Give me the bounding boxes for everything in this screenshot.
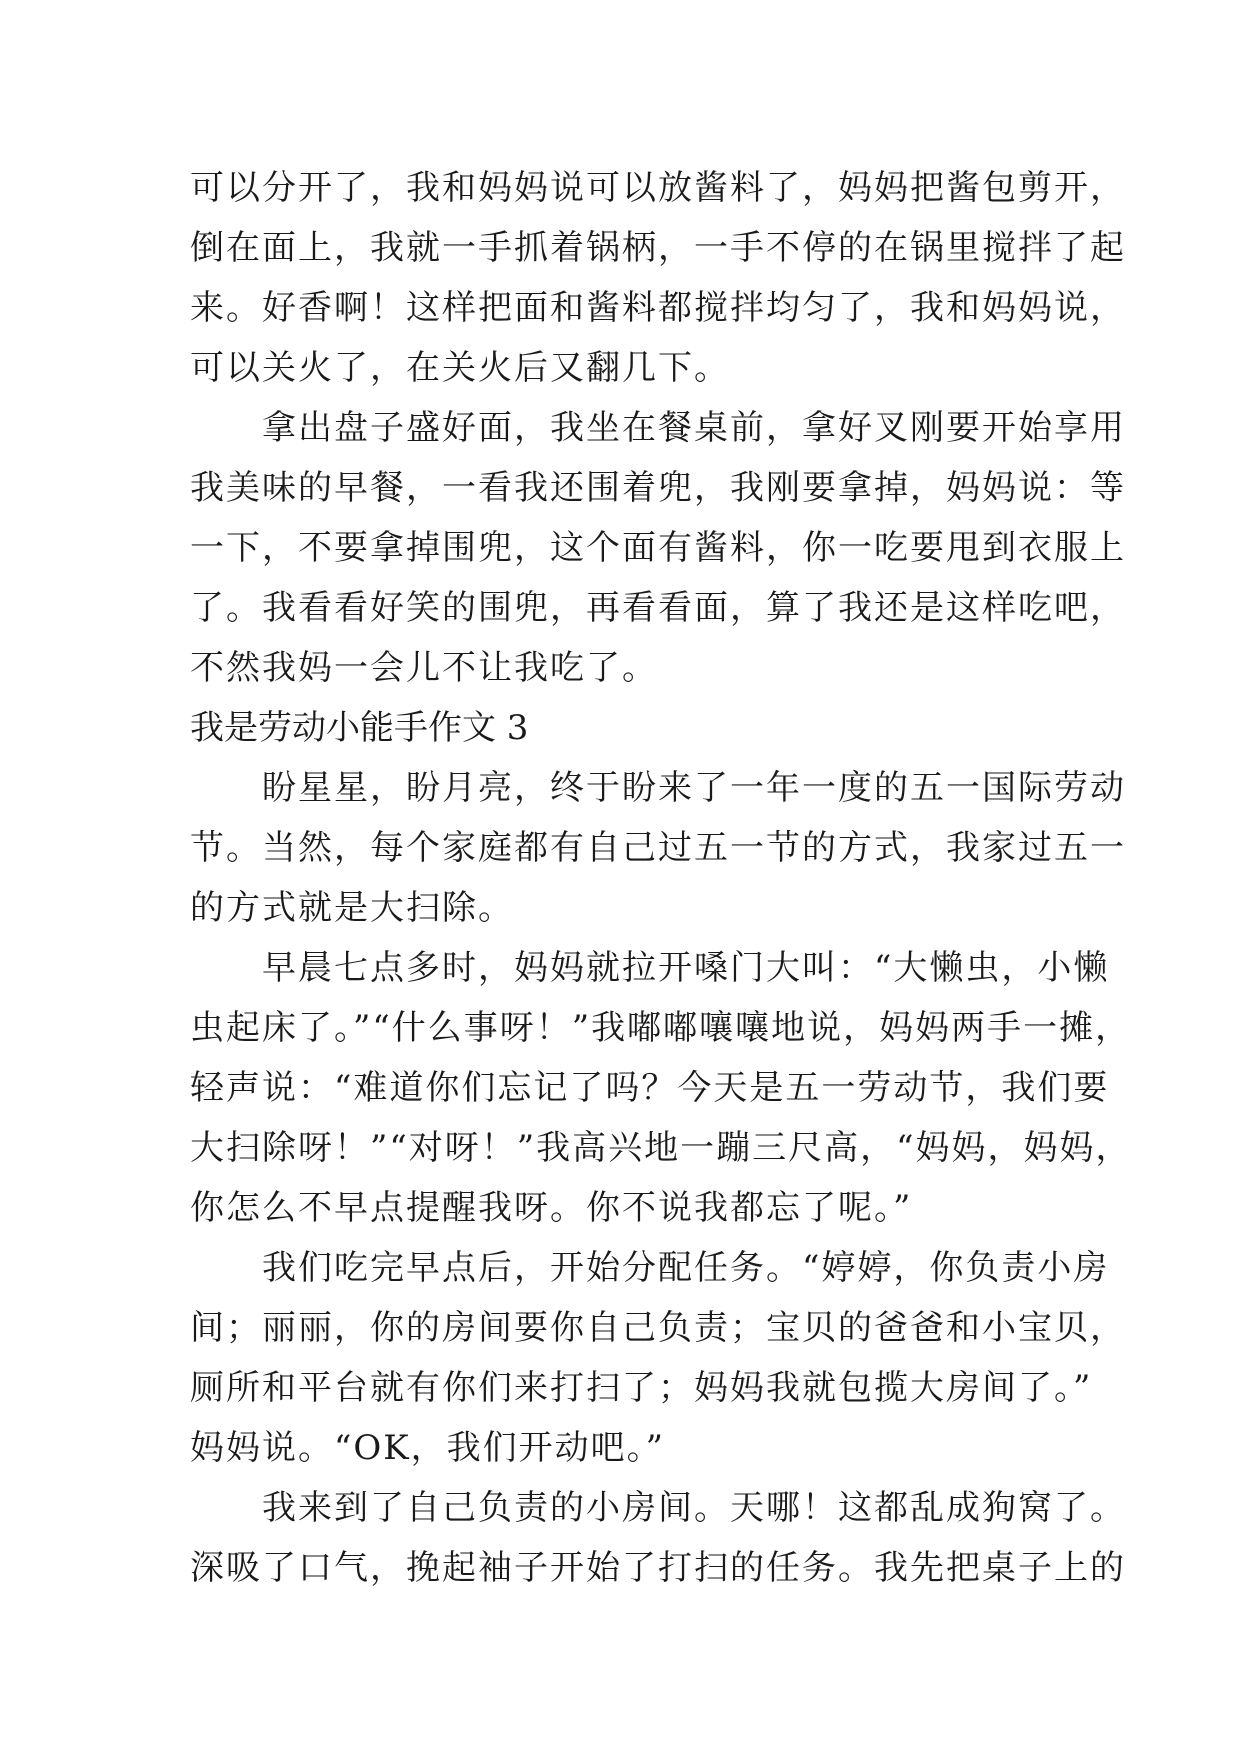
text-line: 我来到了自己负责的小房间。天哪！这都乱成狗窝了。 (190, 1488, 1126, 1528)
text-line: 不然我妈一会儿不让我吃了。 (190, 648, 658, 688)
text-line: 拿出盘子盛好面，我坐在餐桌前，拿好叉刚要开始享用 (190, 408, 1126, 448)
paragraph (190, 758, 1126, 938)
section-heading: 我是劳动小能手作文 3 (190, 708, 529, 748)
text-line: 来。好香啊！这样把面和酱料都搅拌均匀了，我和妈妈说， (190, 288, 1126, 328)
paragraph (190, 398, 1126, 698)
text-line: 我美味的早餐，一看我还围着兜，我刚要拿掉，妈妈说：等 (190, 468, 1126, 508)
text-line: 我们吃完早点后，开始分配任务。“婷婷，你负责小房 (190, 1248, 1110, 1288)
text-line: 你怎么不早点提醒我呀。你不说我都忘了呢。” (190, 1188, 913, 1228)
text-line: 早晨七点多时，妈妈就拉开嗓门大叫：“大懒虫，小懒 (190, 948, 1110, 988)
text-line: 深吸了口气，挽起袖子开始了打扫的任务。我先把桌子上的 (190, 1548, 1126, 1588)
text-line: 盼星星，盼月亮，终于盼来了一年一度的五一国际劳动 (190, 768, 1126, 808)
paragraph (190, 938, 1132, 1238)
text-line: 大扫除呀！”“对呀！”我高兴地一蹦三尺高，“妈妈，妈妈， (190, 1128, 1132, 1168)
text-line: 轻声说：“难道你们忘记了吗？今天是五一劳动节，我们要 (190, 1068, 1110, 1108)
paragraph (190, 1478, 1126, 1598)
text-line: 虫起床了。”“什么事呀！”我嘟嘟嚷嚷地说，妈妈两手一摊， (190, 1008, 1132, 1048)
text-line: 间；丽丽，你的房间要你自己负责；宝贝的爸爸和小宝贝， (190, 1308, 1126, 1348)
text-line: 一下，不要拿掉围兜，这个面有酱料，你一吃要甩到衣服上 (190, 528, 1126, 568)
text-line: 倒在面上，我就一手抓着锅柄，一手不停的在锅里搅拌了起 (190, 228, 1126, 268)
text-line: 可以关火了，在关火后又翻几下。 (190, 348, 730, 388)
text-line: 妈妈说。“OK，我们开动吧。” (190, 1428, 666, 1468)
text-line: 可以分开了，我和妈妈说可以放酱料了，妈妈把酱包剪开， (190, 168, 1126, 208)
text-line: 节。当然，每个家庭都有自己过五一节的方式，我家过五一 (190, 828, 1126, 868)
text-line: 厕所和平台就有你们来打扫了；妈妈我就包揽大房间了。” (190, 1368, 1093, 1408)
paragraph (190, 158, 1126, 398)
paragraph (190, 1238, 1126, 1478)
document-page (190, 158, 1132, 1598)
text-line: 的方式就是大扫除。 (190, 888, 514, 928)
text-line: 了。我看看好笑的围兜，再看看面，算了我还是这样吃吧， (190, 588, 1126, 628)
